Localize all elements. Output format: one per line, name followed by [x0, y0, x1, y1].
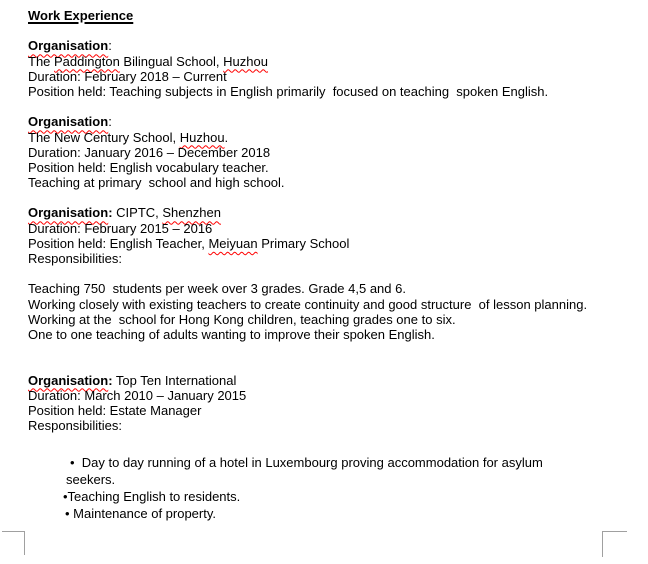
duration-line [28, 221, 628, 236]
text-segment: Working at the school for Hong Kong children, teaching grades one to six. [28, 311, 456, 327]
text-segment: • Day to day running of a hotel in Luxembourg proving accommodation for asylum [70, 455, 543, 471]
blank-line [28, 357, 628, 372]
misspelled-word: Organisation [28, 372, 109, 388]
text-boundary-mark-bottom-left [2, 531, 25, 555]
text-segment: Teaching at primary school and high school. [28, 175, 285, 191]
text-segment: •Teaching English to residents. [63, 489, 241, 505]
text-segment: Primary School [257, 235, 350, 251]
text-segment: Responsibilities: [28, 418, 122, 434]
text-segment: One to one teaching of adults wanting to improve their spoken English. [28, 326, 435, 342]
position-line [28, 160, 628, 175]
misspelled-word: Meiyuan [208, 235, 258, 251]
position-line [28, 403, 628, 418]
blank-line [28, 99, 628, 114]
bullet-item [28, 506, 628, 523]
blank-line [28, 342, 628, 357]
responsibilities-line [28, 418, 628, 433]
text-segment: Duration: January 2016 – December 2018 [28, 144, 271, 160]
text-segment: : [108, 38, 112, 54]
text-segment: Position held: Estate Manager [28, 402, 202, 418]
position-line [28, 84, 628, 99]
misspelled-word: Paddington [54, 53, 120, 69]
blank-line [28, 190, 628, 205]
text-segment: . [224, 129, 229, 145]
duration-line [28, 145, 628, 160]
blank-line [28, 266, 628, 281]
misspelled-word: Organisation [28, 38, 109, 54]
blank-line [28, 23, 628, 38]
text-segment: Position held: English Teacher, [28, 235, 209, 251]
text-segment: : [108, 372, 113, 388]
position-line [28, 236, 628, 251]
document-content[interactable] [28, 8, 628, 523]
organisation-value-line [28, 130, 628, 145]
text-segment: Responsibilities: [28, 251, 122, 266]
organisation-line [28, 38, 628, 53]
misspelled-word: Organisation [28, 114, 109, 130]
text-segment: The [28, 53, 55, 69]
misspelled-word: Organisation [28, 205, 109, 221]
text-segment: The New Century School, [28, 129, 180, 145]
text-segment: Work Experience [28, 8, 134, 23]
text-segment: Position held: English vocabulary teacher. [28, 159, 269, 175]
text-segment: seekers. [66, 472, 116, 488]
description-line [28, 327, 628, 342]
misspelled-word: Huzhou [179, 129, 225, 145]
bullet-item [28, 489, 628, 506]
text-segment: Duration: March 2010 – January 2015 [28, 387, 247, 403]
description-line [28, 297, 628, 312]
misspelled-word: Huzhou [223, 53, 268, 69]
text-segment: Working closely with existing teachers to create continuity and good structure of lesson planning. [28, 296, 588, 312]
text-segment: : [108, 205, 113, 221]
description-line [28, 281, 628, 296]
text-segment: Duration: February 2015 – 2016 [28, 220, 213, 236]
text-segment: CIPTC, [112, 205, 163, 221]
text-segment: Top Ten International [112, 372, 237, 388]
misspelled-word: Shenzhen [162, 205, 221, 221]
blank-line [28, 433, 628, 448]
text-segment: • Maintenance of property. [65, 505, 217, 521]
text-segment: Duration: February 2018 – Current [28, 68, 227, 84]
description-line [28, 175, 628, 190]
text-boundary-mark-bottom-right [602, 531, 627, 557]
bullet-item [28, 455, 628, 472]
organisation-line [28, 205, 628, 220]
text-segment: Position held: Teaching subjects in English primarily focused on teaching spoken English. [28, 83, 549, 99]
organisation-value-line [28, 54, 628, 69]
responsibilities-line [28, 251, 628, 266]
duration-line [28, 69, 628, 84]
text-segment: Teaching 750 students per week over 3 grades. Grade 4,5 and 6. [28, 281, 406, 297]
bullet-item-continuation [28, 472, 628, 489]
description-line [28, 312, 628, 327]
organisation-line [28, 373, 628, 388]
text-segment: Bilingual School, [119, 53, 224, 69]
text-segment: : [108, 114, 112, 130]
document-heading [28, 8, 628, 23]
duration-line [28, 388, 628, 403]
organisation-line [28, 114, 628, 129]
